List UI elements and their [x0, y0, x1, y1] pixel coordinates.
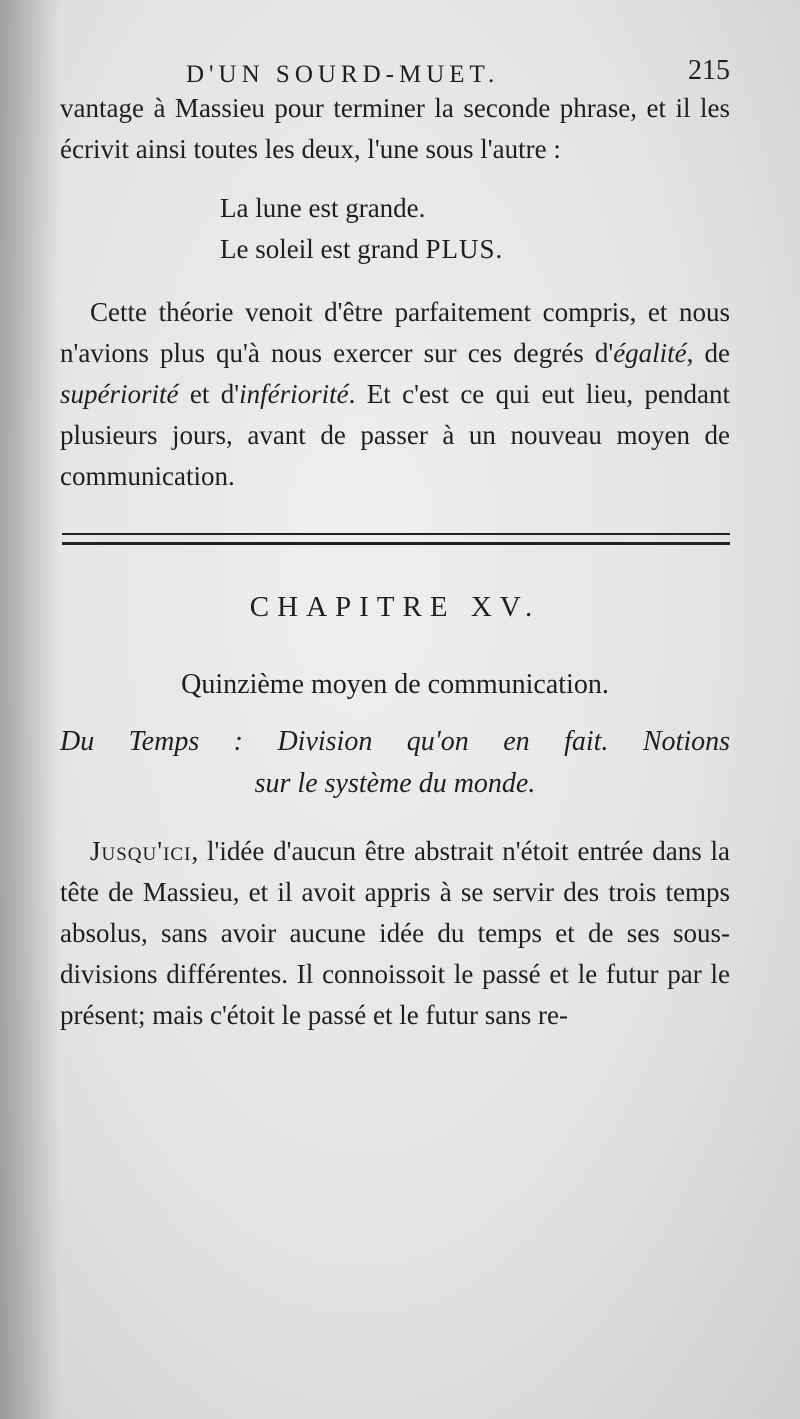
p2-text-3: et d'	[178, 379, 240, 409]
section-divider	[62, 533, 730, 545]
gutter-shadow	[0, 0, 60, 1419]
p3-body: , l'idée d'aucun être abstrait n'étoit entrée dans la tête de Massieu, et il avoit appris à se servir des trois temps absolus, sans avoir aucune idée du temps et de ses sous-divisions différentes. Il connoissoit le passé et le futur par le présent; mais c'étoit le passé et le futur sans re-	[60, 836, 730, 1030]
p3-lead: Jusqu'ici	[90, 836, 192, 866]
p2-text-4: . Et c'est ce qui eut lieu, pendant plusieurs jours, avant de passer à un nouveau moyen de communication.	[60, 379, 730, 491]
running-title: D'UN SOURD-MUET.	[186, 61, 500, 88]
paragraph-1: vantage à Massieu pour terminer la seconde phrase, et il les écrivit ainsi toutes les deux, l'une sous l'autre :	[60, 93, 730, 164]
p2-emph-1: égalité	[613, 338, 687, 368]
rubric-line-2: sur le système du monde.	[254, 768, 536, 799]
sentence-2-text: Le soleil est grand	[220, 234, 426, 264]
page-header	[60, 50, 730, 88]
paragraph-3	[60, 831, 730, 1036]
p2-text-2: , de	[686, 338, 730, 368]
paragraph-2	[60, 292, 730, 497]
rubric-line-1: Du Temps : Division qu'on en fait. Notions	[60, 726, 730, 757]
chapter-subtitle: Quinzième moyen de communication.	[181, 669, 609, 700]
chapter-title: CHAPITRE XV.	[249, 591, 541, 623]
chapter-rubric	[60, 721, 730, 805]
page-content	[60, 50, 730, 1036]
p2-emph-3: infériorité	[239, 379, 349, 409]
sentence-2	[220, 229, 730, 270]
p2-text-1: Cette théorie venoit d'être parfaitement compris, et nous n'avions plus qu'à nous exercer sur ces degrés d'	[60, 297, 730, 368]
sentence-2-emphasis: PLUS.	[425, 234, 504, 264]
example-sentences	[60, 188, 730, 270]
page-number: 215	[688, 55, 730, 86]
sentence-1: La lune est grande.	[220, 193, 426, 223]
p2-emph-2: supériorité	[60, 379, 179, 409]
